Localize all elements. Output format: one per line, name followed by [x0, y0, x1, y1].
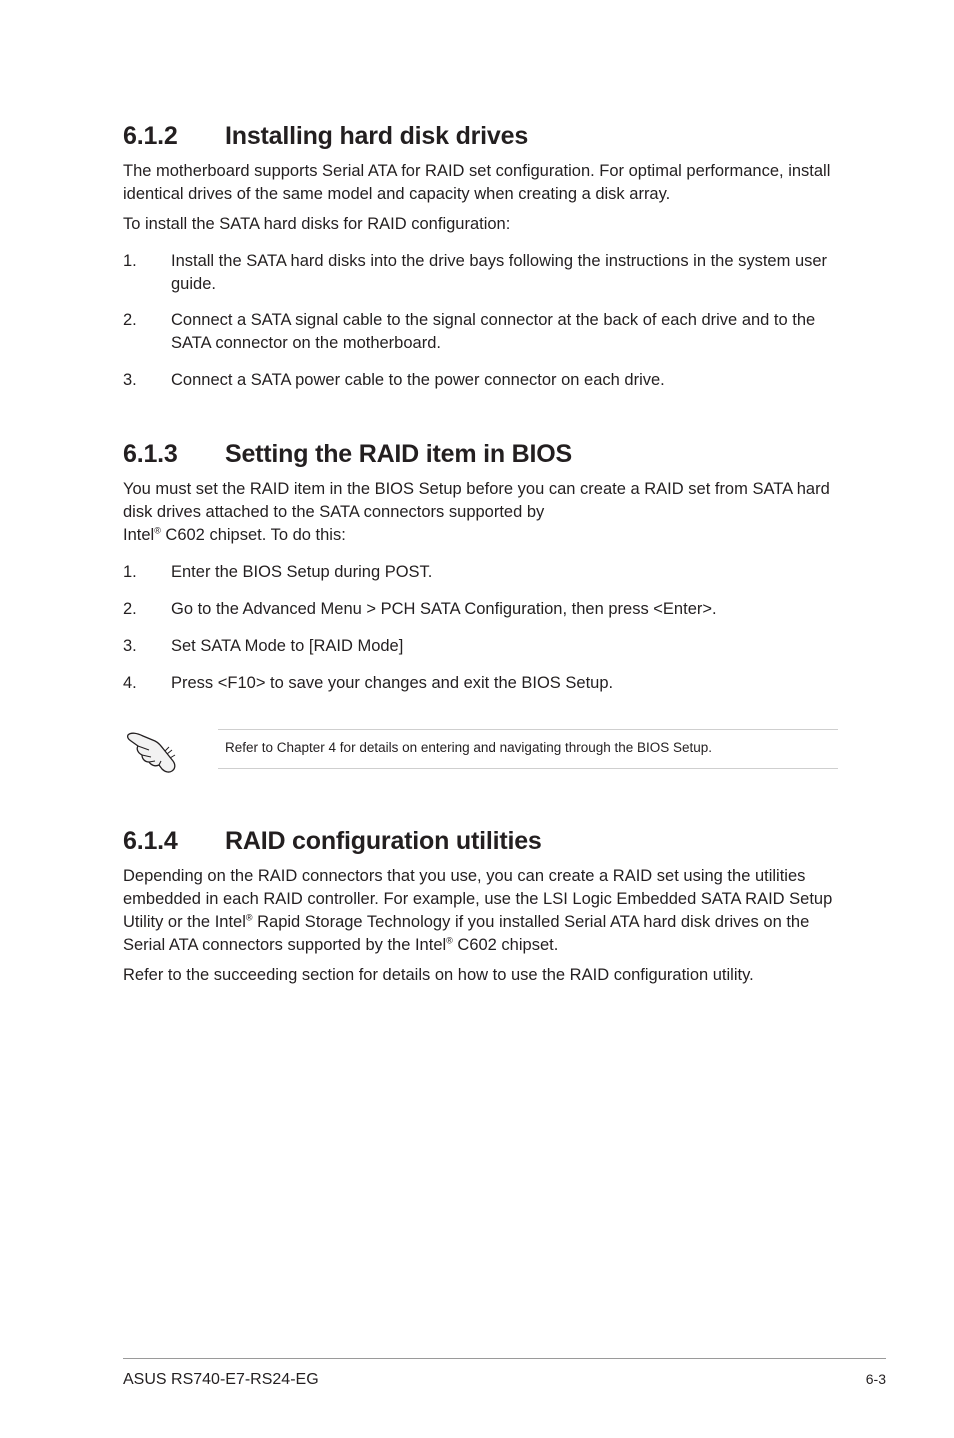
note-text: Refer to Chapter 4 for details on entering and navigating through the BIOS Setup.	[225, 740, 713, 755]
section-title: Setting the RAID item in BIOS	[225, 440, 572, 468]
paragraph-text: You must set the RAID item in the BIOS Setup before you can create a RAID set from SATA hard disk drives attached to the SATA connectors supported by	[123, 480, 830, 521]
list-item-number: 4.	[123, 674, 137, 692]
list-item	[123, 369, 843, 392]
section-heading-6-1-2	[123, 121, 528, 151]
paragraph-text: Rapid Storage Technology if you installed Serial ATA hard disk drives on the Serial ATA connectors supported by the Intel	[123, 913, 810, 954]
list-item	[123, 561, 843, 584]
paragraph	[123, 478, 843, 547]
list-item	[123, 250, 843, 296]
paragraph-text: C602 chipset.	[452, 936, 559, 954]
registered-mark: ®	[446, 935, 453, 946]
section-title: RAID configuration utilities	[225, 827, 542, 855]
footer-product-name: ASUS RS740-E7-RS24-EG	[123, 1371, 319, 1388]
list-item-text: Go to the Advanced Menu > PCH SATA Configuration, then press <Enter>.	[171, 600, 717, 618]
list-item-text: Connect a SATA signal cable to the signal connector at the back of each drive and to the SATA connector on the motherboard.	[171, 311, 816, 352]
paragraph-text: Depending on the RAID connectors that you use, you can create a RAID set using the utilities embedded in each RAID controller. For example, use the LSI Logic Embedded SATA RAID Setup Utility or the Intel	[123, 867, 833, 931]
list-item-number: 1.	[123, 563, 137, 581]
paragraph-text: Intel	[123, 526, 155, 544]
pointing-hand-icon	[125, 727, 179, 775]
list-item-text: Press <F10> to save your changes and exit the BIOS Setup.	[171, 674, 614, 692]
list-item-number: 1.	[123, 252, 137, 270]
list-item-text: Connect a SATA power cable to the power connector on each drive.	[171, 371, 665, 389]
paragraph: The motherboard supports Serial ATA for RAID set configuration. For optimal performance, install identical drives of the same model and capacity when creating a disk array.	[123, 162, 831, 203]
section-heading-6-1-3	[123, 439, 572, 469]
section-heading-6-1-4	[123, 826, 542, 856]
paragraph: To install the SATA hard disks for RAID configuration:	[123, 215, 511, 233]
list-item	[123, 598, 843, 621]
list-item-number: 3.	[123, 637, 137, 655]
list-item-number: 2.	[123, 600, 137, 618]
list-item	[123, 309, 843, 355]
section-number: 6.1.4	[123, 827, 178, 855]
list-item-text: Install the SATA hard disks into the drive bays following the instructions in the system user guide.	[171, 252, 828, 293]
list-item-text: Set SATA Mode to [RAID Mode]	[171, 637, 404, 655]
list-item-number: 3.	[123, 371, 137, 389]
paragraph: Refer to the succeeding section for details on how to use the RAID configuration utility.	[123, 966, 754, 984]
section-number: 6.1.2	[123, 122, 178, 150]
section-number: 6.1.3	[123, 440, 178, 468]
registered-mark: ®	[154, 525, 161, 536]
paragraph	[123, 865, 843, 957]
list-item	[123, 635, 843, 658]
note-box	[218, 729, 838, 769]
footer-page-number: 6-3	[865, 1371, 886, 1387]
list-item-number: 2.	[123, 311, 137, 329]
paragraph-text: C602 chipset. To do this:	[160, 526, 346, 544]
registered-mark: ®	[245, 912, 253, 923]
list-item	[123, 672, 843, 695]
section-title: Installing hard disk drives	[225, 122, 529, 150]
list-item-text: Enter the BIOS Setup during POST.	[171, 563, 433, 581]
footer-divider	[123, 1358, 886, 1359]
